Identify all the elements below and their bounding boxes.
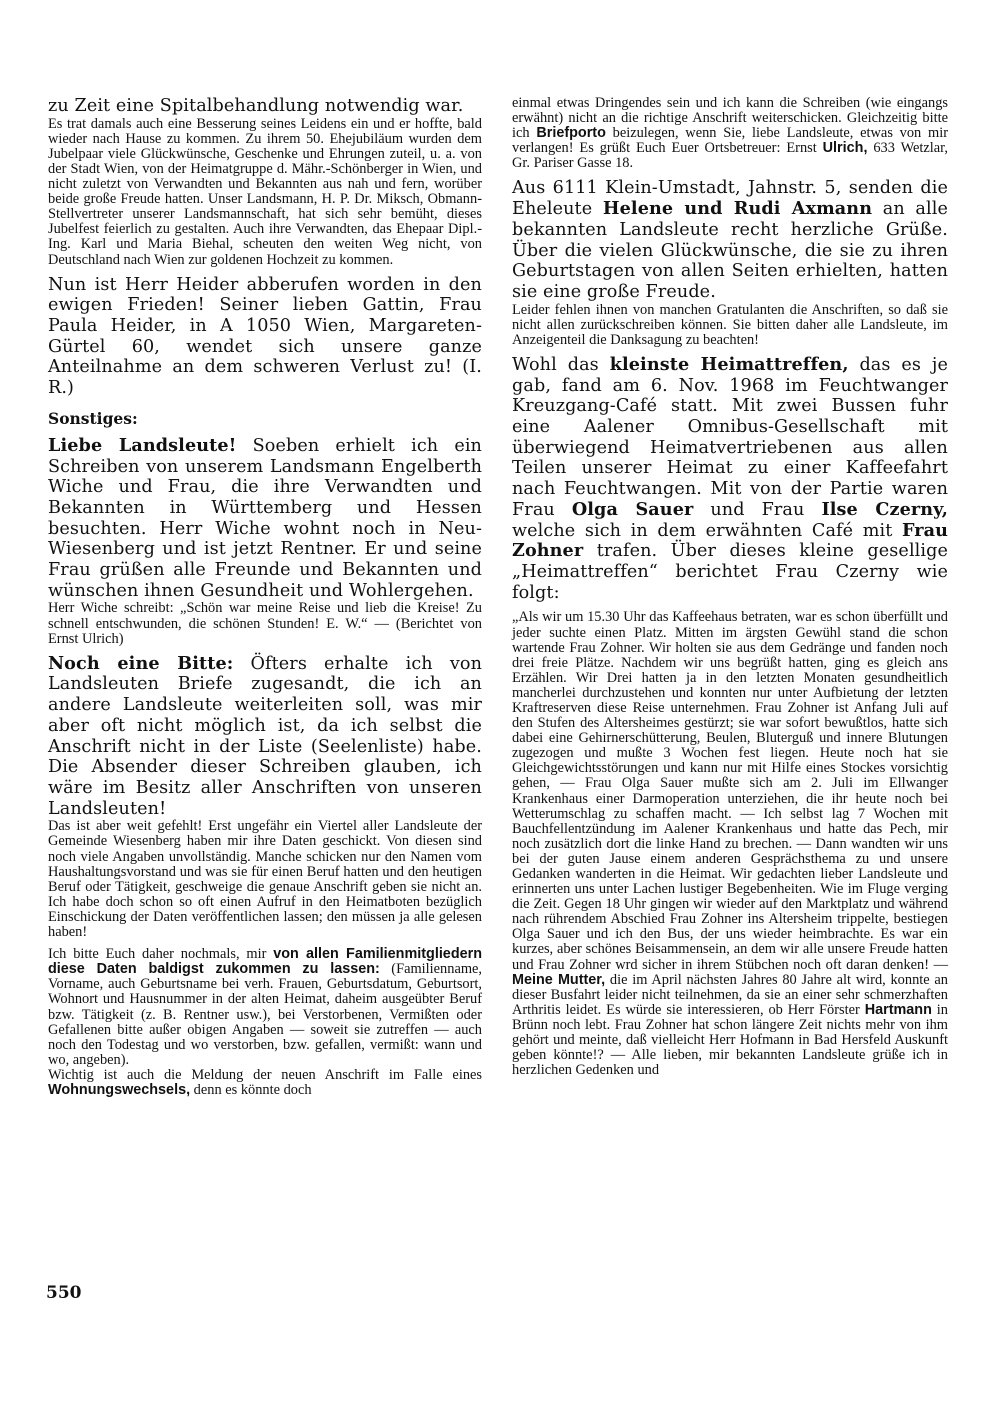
text: 633 Wetzlar, Gr. Pariser Gasse 18. — [512, 140, 948, 172]
paragraph-wohnungswechsel — [48, 1068, 482, 1098]
paragraph-liebe-landsleute — [48, 436, 482, 602]
text: Aus 6111 Klein-Umstadt, Jahnstr. 5, senden die Eheleute — [512, 178, 948, 220]
text: trafen. Über dieses kleine gesellige „Heimattreffen“ berichtet Frau Czerny wie folgt: — [512, 541, 948, 603]
text: Öfters erhalte ich von Landsleuten Briefe zugesandt, die ich an andere Landsleute weiterleiten soll, was mir aber oft nicht möglich ist, da ich selbst die Anschrift nicht in der Liste (Seelenliste) habe. Die Absender dieser Schreiben glauben, ich wäre im Besitz aller Anschriften von unseren Landsleuten! — [48, 653, 483, 819]
bold-emphasis: kleinste Heimattreffen, — [609, 353, 849, 375]
bold-emphasis: Frau Zohner — [512, 519, 948, 562]
bold-emphasis: von allen Familienmitgliedern diese Daten baldigst zukommen zu lassen: — [48, 946, 482, 978]
paragraph-wiche-quote: Herr Wiche schreibt: „Schön war meine Reise und lieb die Kreise! Zu schnell entschwunden, die schönen Stunden! E. W.“ — (Berichtet von Ernst Ulrich) — [48, 600, 482, 647]
bold-emphasis: Hartmann — [864, 1001, 932, 1018]
paragraph-briefporto — [512, 96, 948, 171]
bold-lead: Liebe Landsleute! — [48, 434, 237, 456]
right-column — [512, 96, 948, 1078]
bold-emphasis: Ulrich, — [822, 140, 868, 157]
bold-emphasis: Helene und Rudi Axmann — [602, 198, 873, 220]
text: „Als wir um 15.30 Uhr das Kaffeehaus betraten, war es schon überfüllt und jeder suchte einen Platz. Mitten im ärgsten Gewühl stand die schon wartende Frau Zohner. Wir holten sie aus dem Gedränge und fanden noch drei freie Plätze. Nachdem wir uns begrüßt hatten, ging es gleich ans Erzählen. Wir Drei hatten ja in den letzten Monaten gesundheitlich mancherlei durchzustehen und konnten nur unter Aufbietung der letzten Kraftreserven diese Reise unternehmen. Frau Zohner ist Anfang Juli auf den Stufen des Altersheimes gestürzt; sie war sofort bewußtlos, hatte sich dabei eine Gehirnerschütterung, Beulen, Bluterguß und innere Blutungen zugezogen und mußte 3 Wochen fest liegen. Heute noch hat sie Gleichgewichtsstörungen und kann nur mit Hilfe eines Stockes vorsichtig gehen, — Frau Olga Sauer mußte sich am 2. Juli im Ellwanger Krankenhaus einer Darmoperation unterziehen, die ihr heute noch bei Wetterumschlag zu schaffen macht. — Ich selbst lag 7 Wochen mit Bauchfellentzündung im Aalener Krankenhaus und hatte das Pech, mir noch zusätzlich dort die linke Hand zu brechen. — Dann wandten wir uns bei der guten Jause einem anderen Gesprächsthema zu und unsere Gedanken wanderten in die Heimat. Wir gedachten lieber Landsleute und erinnerten uns unter Lachen lustiger Begebenheiten. Wie im Fluge verging die Zeit. Gegen 18 Uhr gingen wir wieder auf den Marktplatz und während nach rührendem Abschied Frau Zohner ins Altersheim trippelte, bestiegen Olga Sauer und ich den Bus, der uns wieder heimbrachte. Es war ein kurzes, aber schönes Beisammensein, an dem wir alle unsere Freude hatten und Frau Zohner wrd sicher in ihrem Stübchen noch oft daran denken! — — [512, 609, 948, 973]
bold-emphasis: Wohnungswechsels, — [48, 1081, 191, 1098]
paragraph-noch-eine-bitte — [48, 654, 482, 820]
text: Wichtig ist auch die Meldung der neuen Anschrift im Falle eines — [48, 1066, 482, 1083]
bold-emphasis: Briefporto — [536, 125, 606, 142]
paragraph-danksagung: Leider fehlen ihnen von manchen Gratulanten die Anschriften, so daß sie nicht allen zurückschreiben können. Sie bitten daher alle Landsleute, im Anzeigenteil die Danksagung zu beachten! — [512, 301, 948, 348]
section-heading-sonstiges: Sonstiges: — [48, 408, 138, 428]
paragraph-axmann — [512, 178, 948, 302]
bold-emphasis: Meine Mutter, — [512, 971, 606, 988]
paragraph-daten-bitte — [48, 947, 482, 1068]
text: Wohl das — [512, 354, 610, 375]
text: an alle bekannten Landsleute recht herzliche Grüße. Über die vielen Glückwünsche, die sie zu ihren Geburtstagen von allen Seiten erhielten, hatten sie eine große Freude. — [512, 199, 948, 302]
text: und Frau — [693, 499, 822, 520]
bold-emphasis: Olga Sauer — [571, 498, 694, 520]
page-number: 550 — [46, 1283, 82, 1303]
paragraph-jubilaeum: Es trat damals auch eine Besserung seines Leidens ein und er hoffte, bald wieder nach Hause zu kommen. Zu ihrem 50. Ehejubiläum wurden dem Jubelpaar viele Glückwünsche, Geschenke und Ehrungen zuteil, u. a. von der Stadt Wien, von der Heimatgruppe d. Mähr.-Schönberger in Wien, und nicht zuletzt von Verwandten und Bekannten aus nah und fern, worüber beide große Freude hatten. Unser Landsmann, H. P. Dr. Miksch, Obmann-Stellvertreter unserer Landsmannschaft, hat sich sehr bemüht, dieses Jubelfest feierlich zu gestalten. Auch ihre Verwandten, das Ehepaar Dipl.-Ing. Karl und Maria Biehal, scheuten den weiten Weg nicht, von Deutschland nach Wien zur goldenen Hochzeit zu kommen. — [48, 115, 482, 268]
text: denn es könnte doch — [190, 1081, 312, 1098]
left-column — [48, 96, 482, 1098]
bold-emphasis: Ilse Czerny, — [821, 498, 948, 520]
text: welche sich in dem erwähnten Café mit — [512, 520, 902, 541]
paragraph-heimattreffen — [512, 355, 948, 603]
text: Ich bitte Euch daher nochmals, mir — [48, 946, 274, 963]
paragraph-weit-gefehlt: Das ist aber weit gefehlt! Erst ungefähr ein Viertel aller Landsleute der Gemeinde Wiesenberg haben mir ihre Daten geschickt. Von diesen sind noch viele Angaben unvollständig. Manche schicken nur den Namen vom Haushaltungsvorstand und was sie für einen Beruf hatten und den heutigen Beruf oder Tätigkeit, geschweige die genaue Anschrift geben sie nicht an. Ich habe doch schon so oft einen Aufruf in den Heimatboten bezüglich Einschickung der Daten veröffentlichen lassen; den müssen ja alle gelesen haben! — [48, 818, 482, 941]
paragraph-heider: Nun ist Herr Heider abberufen worden in den ewigen Frieden! Seiner lieben Gattin, Frau Paula Heider, in A 1050 Wien, Margareten-Gürtel 60, wendet sich unsere ganze Anteilnahme an dem schweren Verlust zu! (I. R.) — [48, 274, 482, 399]
text: Soeben erhielt ich ein Schreiben von unserem Landsmann Engelberth Wiche und Frau, die ihre Verwandten und Bekannten in Württemberg und Hessen besuchten. Herr Wiche wohnt noch in Neu-Wiesenberg und ist jetzt Rentner. Er und seine Frau grüßen alle Freunde und Bekannten und wünschen ihnen Gesundheit und Wohlergehen. — [48, 435, 482, 601]
text: einmal etwas Dringendes sein und ich kann die Schreiben (wie eingangs erwähnt) nicht an die richtige Anschrift weiterschicken. Gleichzeitig bitte ich — [512, 95, 948, 142]
text: die im April nächsten Jahres 80 Jahre alt wird, konnte an dieser Busfahrt leider nicht teilnehmen, da sie an einer sehr schmerzhaften Arthritis leidet. Es würde sie interessieren, ob Herr Förster — [512, 971, 948, 1018]
text: (Familienname, Vorname, auch Geburtsname bei verh. Frauen, Geburtsdatum, Geburtsort, Wohnort und Hausnummer in der alten Heimat, daheim ausgeübter Beruf bzw. Tätigkeit (z. B. Rentner usw.), bei Verstorbenen, Vermißten oder Gefallenen bitte außer obigen Angaben — soweit sie zutreffen — auch noch den Todestag und wo verstorben, bzw. gefallen, vermißt: wann und wo, angeben). — [48, 961, 483, 1068]
text: in Brünn noch lebt. Frau Zohner hat schon längere Zeit nichts mehr von ihm gehört und meinte, daß vielleicht Herr Hofmann in Bad Hersfeld Auskunft geben könnte!? — Alle lieben, mir bekannten Landsleute grüße ich in herzlichen Gedenken und — [512, 1001, 948, 1079]
paragraph-spital: zu Zeit eine Spitalbehandlung notwendig war. — [48, 96, 464, 116]
text: das es je gab, fand am 6. Nov. 1968 im Feuchtwanger Kreuzgang-Café statt. Mit zwei Bussen fuhr eine Aalener Omnibus-Gesellschaft mit überwiegend Heimatvertriebenen aus allen Teilen unserer Heimat zu einer Kaffeefahrt nach Feuchtwangen. Mit von der Partie waren Frau — [512, 354, 948, 520]
paragraph-czerny-report — [512, 610, 948, 1078]
bold-lead: Noch eine Bitte: — [48, 652, 234, 674]
text: beizulegen, wenn Sie, liebe Landsleute, etwas von mir verlangen! Es grüßt Euch Euer Ortsbetreuer: Ernst — [512, 125, 948, 157]
